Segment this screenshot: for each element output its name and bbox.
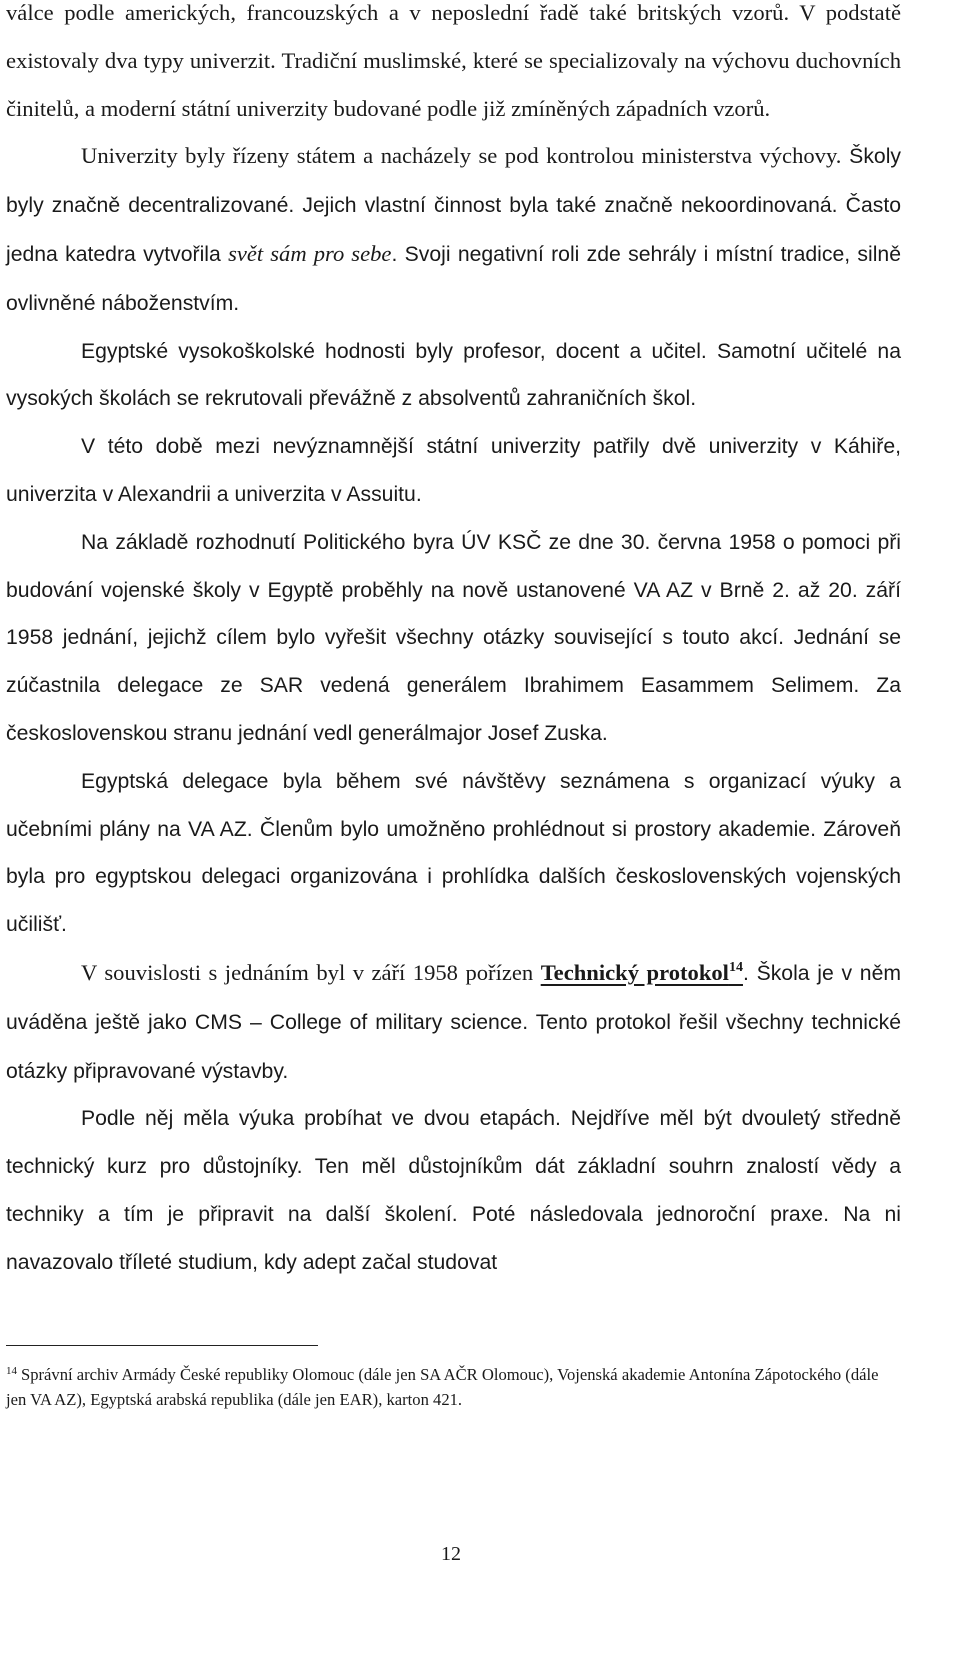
paragraph-politburo-decision: Na základě rozhodnutí Politického byra ÚV KSČ ze dne 30. června 1958 o pomoci při budování vojenské školy v Egyptě proběhly na nově ustanovené VA AZ v Brně 2. až 20. září 1958 jednání, jejichž cílem bylo vyřešit všechny otázky související s touto akcí. Jednání se zúčastnila delegace ze SAR vedená generálem Ibrahimem Easammem Selimem. Za československou stranu jednání vedl generálmajor Josef Zuska. (6, 530, 901, 745)
paragraph-protocol-lead: V souvislosti s jednáním byl v září 1958 pořízen (81, 959, 541, 985)
footnote (6, 1363, 896, 1412)
technical-protocol-term (541, 960, 743, 985)
paragraph-control-end: . Svoji negativní roli zde sehrály i místní tradice, silně ovlivněné náboženstvím. (6, 242, 901, 315)
paragraph-universities: V této době mezi nevýznamnější státní univerzity patřily dvě univerzity v Káhiře, univerzita v Alexandrii a univerzita v Assuitu. (6, 435, 901, 506)
body-text (6, 0, 901, 1287)
footnote-separator (6, 1345, 318, 1346)
footnote-reference[interactable]: 14 (728, 959, 743, 975)
footnote-number: 14 (6, 1365, 17, 1377)
paragraph-intro: válce podle amerických, francouzských a v neposlední řadě také britských vzorů. V podstatě existovaly dva typy univerzit. Tradiční muslimské, které se specializovaly na výchovu duchovních činitelů, a moderní státní univerzity budované podle již zmíněných západních vzorů. (6, 0, 901, 121)
paragraph-technical-protocol (6, 949, 901, 1095)
technical-protocol-label: Technický protokol (540, 959, 729, 985)
page-number: 12 (441, 1543, 461, 1565)
paragraph-control-continuation: Školy byly značně decentralizované. Jejich vlastní činnost byla také značně nekoordinovaná. Často jedna katedra vytvořila (6, 145, 901, 266)
paragraph-academic-ranks: Egyptské vysokoškolské hodnosti byly profesor, docent a učitel. Samotní učitelé na vysokých školách se rekrutovali převážně z absolventů zahraničních škol. (6, 339, 901, 411)
paragraph-protocol-rest: . Škola je v něm uváděna ještě jako CMS – College of military science. Tento protokol řešil všechny technické otázky připravované výstavby. (6, 961, 902, 1083)
paragraph-study-stages: Podle něj měla výuka probíhat ve dvou etapách. Nejdříve měl být dvouletý středně technický kurz pro důstojníky. Ten měl důstojníkům dát základní souhrn znalostí vědy a techniky a tím je připravit na další školení. Poté následovala jednoroční praxe. Na ni navazovalo tříleté studium, kdy adept začal studovat (6, 1107, 901, 1274)
footnote-text: Správní archiv Armády České republiky Olomouc (dále jen SA AČR Olomouc), Vojenská akademie Antonína Zápotockého (dále jen VA AZ), Egyptská arabská republika (dále jen EAR), karton 421. (6, 1365, 879, 1409)
emphasis-italic: svět sám pro sebe (228, 240, 392, 266)
paragraph-control-sentence: Univerzity byly řízeny státem a nacházely se pod kontrolou ministerstva výchovy. (81, 143, 842, 169)
paragraph-university-control (6, 132, 901, 327)
paragraph-delegation-visit: Egyptská delegace byla během své návštěvy seznámena s organizací výuky a učebními plány na VA AZ. Členům bylo umožněno prohlédnout si prostory akademie. Zároveň byla pro egyptskou delegaci organizována i prohlídka dalších československých vojenských učilišť. (6, 769, 901, 937)
